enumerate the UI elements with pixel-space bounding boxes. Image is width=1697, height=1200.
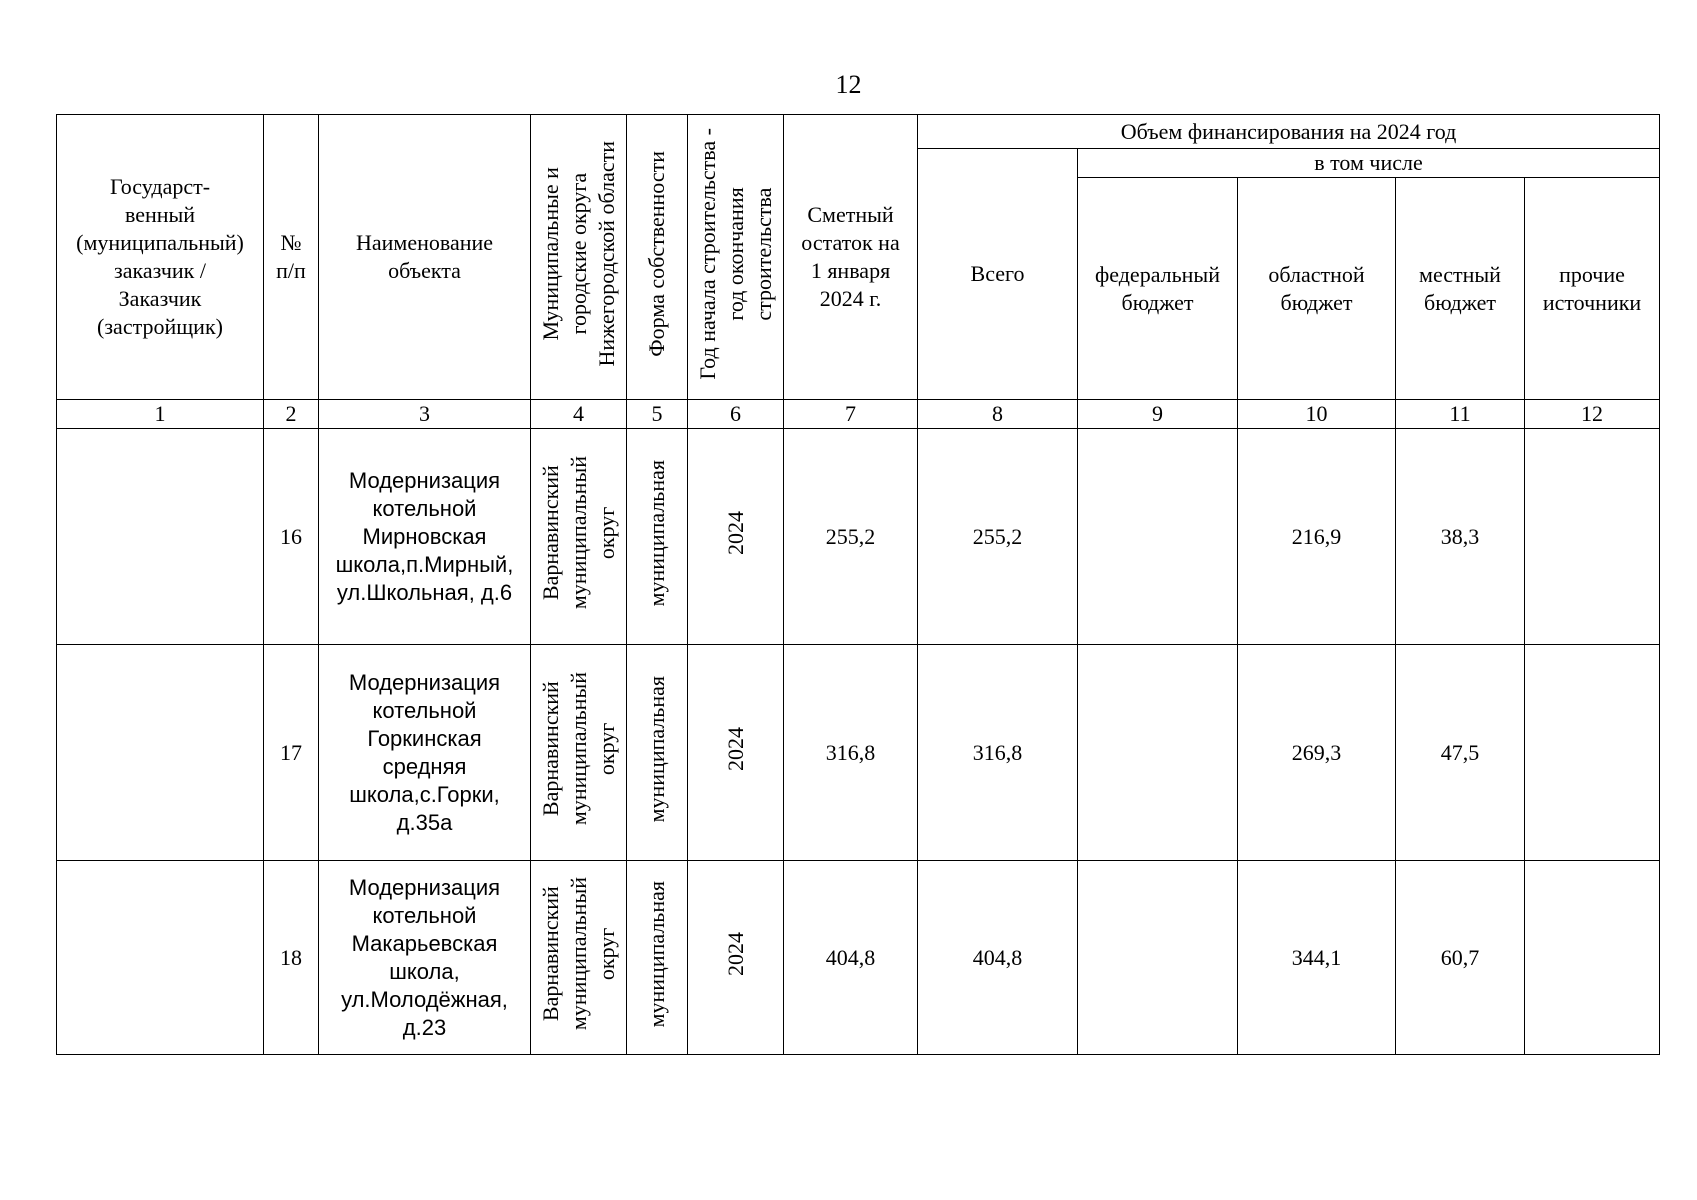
cell-federal [1078,645,1238,861]
cell-district: Варнавинский муниципальный округ [531,645,627,861]
cell-local: 60,7 [1396,861,1525,1055]
column-number: 9 [1078,400,1238,429]
cell-federal [1078,429,1238,645]
column-number: 12 [1525,400,1660,429]
cell-total: 404,8 [918,861,1078,1055]
cell-local: 47,5 [1396,645,1525,861]
cell-other [1525,645,1660,861]
header-other-sources: прочие источники [1525,178,1660,400]
cell-object-name: Модернизация котельной Горкинская средняя школа,с.Горки, д.35а [319,645,531,861]
cell-ownership: муниципальная [627,645,688,861]
header-regional-budget: областной бюджет [1238,178,1396,400]
header-estimated-balance: Сметный остаток на 1 января 2024 г. [784,115,918,400]
cell-customer [57,861,264,1055]
cell-year: 2024 [688,429,784,645]
header-row-number: № п/п [264,115,319,400]
column-number: 5 [627,400,688,429]
cell-regional: 269,3 [1238,645,1396,861]
cell-ownership: муниципальная [627,429,688,645]
cell-row-number: 16 [264,429,319,645]
cell-district: Варнавинский муниципальный округ [531,861,627,1055]
header-local-budget: местный бюджет [1396,178,1525,400]
column-number: 6 [688,400,784,429]
cell-regional: 344,1 [1238,861,1396,1055]
cell-customer [57,645,264,861]
header-construction-years: Год начала строительства - год окончания строительства [688,115,784,400]
cell-local: 38,3 [1396,429,1525,645]
cell-row-number: 17 [264,645,319,861]
column-number: 2 [264,400,319,429]
cell-other [1525,861,1660,1055]
column-number: 7 [784,400,918,429]
header-customer: Государст- венный (муниципальный) заказчик / Заказчик (застройщик) [57,115,264,400]
header-object-name: Наименование объекта [319,115,531,400]
header-total: Всего [918,149,1078,400]
cell-balance: 316,8 [784,645,918,861]
column-number: 11 [1396,400,1525,429]
cell-object-name: Модернизация котельной Мирновская школа,п.Мирный, ул.Школьная, д.6 [319,429,531,645]
column-number: 4 [531,400,627,429]
cell-object-name: Модернизация котельной Макарьевская школа, ул.Молодёжная, д.23 [319,861,531,1055]
cell-total: 316,8 [918,645,1078,861]
header-funding-2024: Объем финансирования на 2024 год [918,115,1660,149]
column-number: 10 [1238,400,1396,429]
page-number: 12 [835,70,862,99]
cell-total: 255,2 [918,429,1078,645]
cell-customer [57,429,264,645]
table-row [57,429,1660,645]
column-number: 1 [57,400,264,429]
table-row [57,645,1660,861]
header-federal-budget: федеральный бюджет [1078,178,1238,400]
header-municipal-districts: Муниципальные и городские округа Нижегородской области [531,115,627,400]
cell-ownership: муниципальная [627,861,688,1055]
cell-year: 2024 [688,645,784,861]
cell-balance: 404,8 [784,861,918,1055]
column-number-row [57,400,1660,429]
header-ownership-form: Форма собственности [627,115,688,400]
column-number: 8 [918,400,1078,429]
cell-district: Варнавинский муниципальный округ [531,429,627,645]
cell-year: 2024 [688,861,784,1055]
cell-row-number: 18 [264,861,319,1055]
investment-program-table [56,114,1660,1055]
cell-other [1525,429,1660,645]
cell-balance: 255,2 [784,429,918,645]
header-including: в том числе [1078,149,1660,178]
column-number: 3 [319,400,531,429]
cell-regional: 216,9 [1238,429,1396,645]
table-row [57,861,1660,1055]
cell-federal [1078,861,1238,1055]
